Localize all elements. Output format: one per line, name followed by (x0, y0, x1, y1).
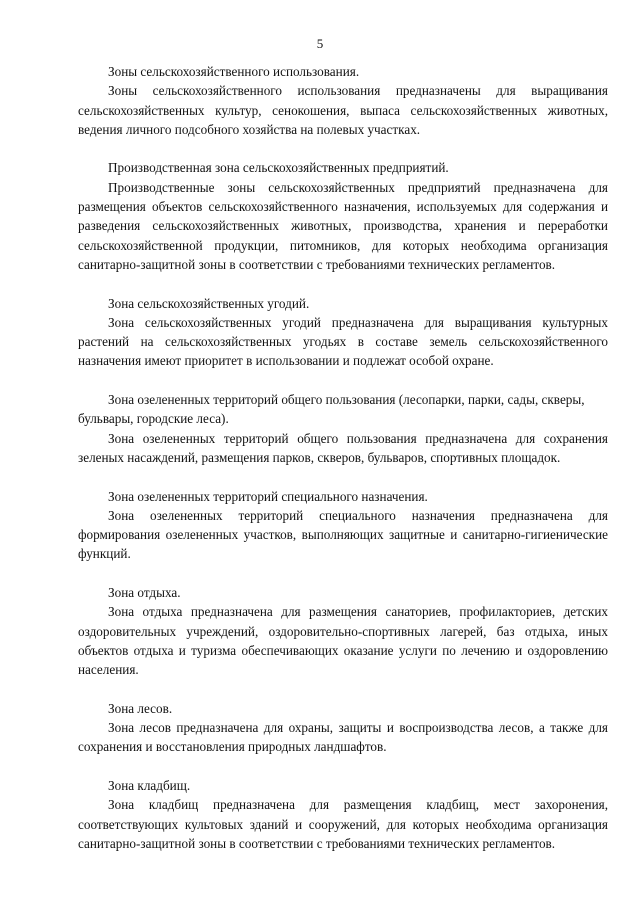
section-recreation-zone (78, 583, 608, 679)
section-heading: Зоны сельскохозяйственного использования. (108, 64, 360, 79)
section-cemetery-zone (78, 776, 608, 853)
section-agricultural-production-zone (78, 158, 608, 274)
section-paragraph: Зона лесов предназначена для охраны, защиты и воспроизводства лесов, а также для сохранения и восстановления природных ландшафтов. (78, 720, 608, 755)
section-heading: Зона лесов. (108, 700, 173, 716)
section-heading: Зона кладбищ. (108, 777, 191, 793)
section-heading: Производственная зона сельскохозяйственных предприятий. (108, 160, 449, 176)
section-paragraph: Зона отдыха предназначена для размещения санаториев, профилакториев, детских оздоровительных учреждений, оздоровительно-спортивных лагерей, баз отдыха, иных объектов отдыха и туризма обеспечивающих оказание услуги по лечению и оздоровлению населения. (78, 604, 608, 678)
section-heading: Зона отдыха. (108, 585, 181, 601)
section-agricultural-lands-zone (78, 294, 608, 371)
section-agricultural-use-zones (78, 62, 608, 139)
section-paragraph: Зоны сельскохозяйственного использования предназначены для выращивания сельскохозяйственных культур, сенокошения, выпаса сельскохозяйственных животных, ведения личного подсобного хозяйства на полевых участках. (78, 83, 608, 137)
page-number: 5 (316, 36, 324, 51)
section-heading: Зона сельскохозяйственных угодий. (108, 295, 310, 311)
section-special-green-areas-zone (78, 487, 608, 564)
section-forest-zone (78, 699, 608, 757)
section-heading: Зона озелененных территорий специального назначения. (108, 488, 428, 504)
document-body (78, 62, 608, 872)
section-paragraph: Зона озелененных территорий специального назначения предназначена для формирования озелененных участков, выполняющих защитные и санитарно-гигиенические функций. (78, 507, 608, 562)
section-heading: Зона озелененных территорий общего пользования (лесопарки, парки, сады, скверы, бульвары, городские леса). (78, 392, 585, 427)
section-paragraph: Зона сельскохозяйственных угодий предназначена для выращивания культурных растений на сельскохозяйственных угодьях в составе земель сельскохозяйственного назначения имеют приоритет в использовании и подлежат особой охране. (78, 314, 608, 369)
section-public-green-areas-zone (78, 390, 608, 467)
section-paragraph: Зона озелененных территорий общего пользования предназначена для сохранения зеленых насаждений, размещения парков, скверов, бульваров, спортивных площадок. (78, 430, 608, 465)
section-paragraph: Производственные зоны сельскохозяйственных предприятий предназначена для размещения объектов сельскохозяйственного назначения, используемых для содержания и разведения сельскохозяйственных животных, производства, хранения и переработки сельскохозяйственной продукции, питомников, для которых необходима организация санитарно-защитной зоны в соответствии с требованиями технических регламентов. (78, 179, 608, 272)
section-paragraph: Зона кладбищ предназначена для размещения кладбищ, мест захоронения, соответствующих культовых зданий и сооружений, для которых необходима организация санитарно-защитной зоны в соответствии с требованиями технических регламентов. (78, 797, 608, 851)
